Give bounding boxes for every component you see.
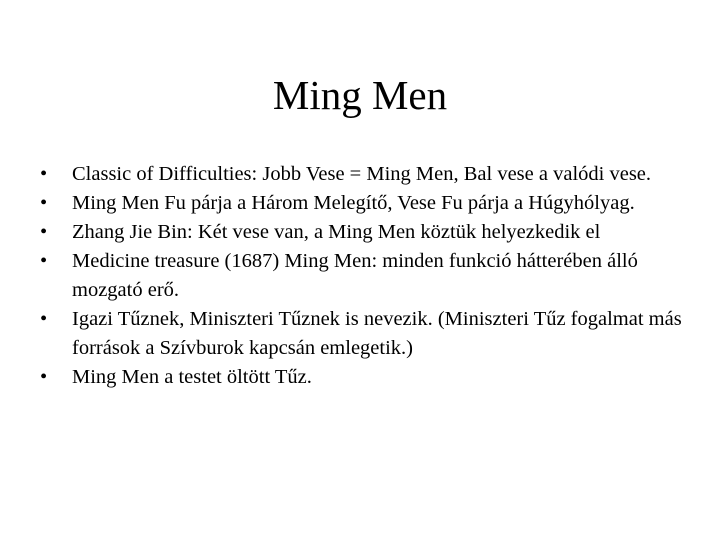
bullet-item — [40, 189, 700, 218]
bullet-icon: • — [40, 250, 48, 272]
bullet-item — [40, 160, 700, 189]
bullet-item — [40, 363, 700, 392]
bullet-text: Medicine treasure (1687) Ming Men: minden funkció hátterében álló mozgató erő. — [72, 250, 638, 301]
bullet-item — [40, 305, 700, 363]
bullet-icon: • — [40, 163, 48, 185]
bullet-icon: • — [40, 366, 48, 388]
slide-title: Ming Men — [272, 72, 448, 118]
bullet-icon: • — [40, 308, 48, 330]
bullet-text: Classic of Difficulties: Jobb Vese = Ming Men, Bal vese a valódi vese. — [72, 163, 652, 185]
bullet-text: Igazi Tűznek, Miniszteri Tűznek is nevezik. (Miniszteri Tűz fogalmat más források a Szívburok kapcsán emlegetik.) — [72, 308, 682, 359]
bullet-text: Ming Men Fu párja a Három Melegítő, Vese Fu párja a Húgyhólyag. — [72, 192, 635, 214]
bullet-list — [40, 160, 700, 392]
bullet-item — [40, 247, 700, 305]
bullet-icon: • — [40, 192, 48, 214]
bullet-item — [40, 218, 700, 247]
bullet-icon: • — [40, 221, 48, 243]
bullet-text: Zhang Jie Bin: Két vese van, a Ming Men köztük helyezkedik el — [72, 221, 601, 243]
bullet-text: Ming Men a testet öltött Tűz. — [72, 366, 312, 388]
